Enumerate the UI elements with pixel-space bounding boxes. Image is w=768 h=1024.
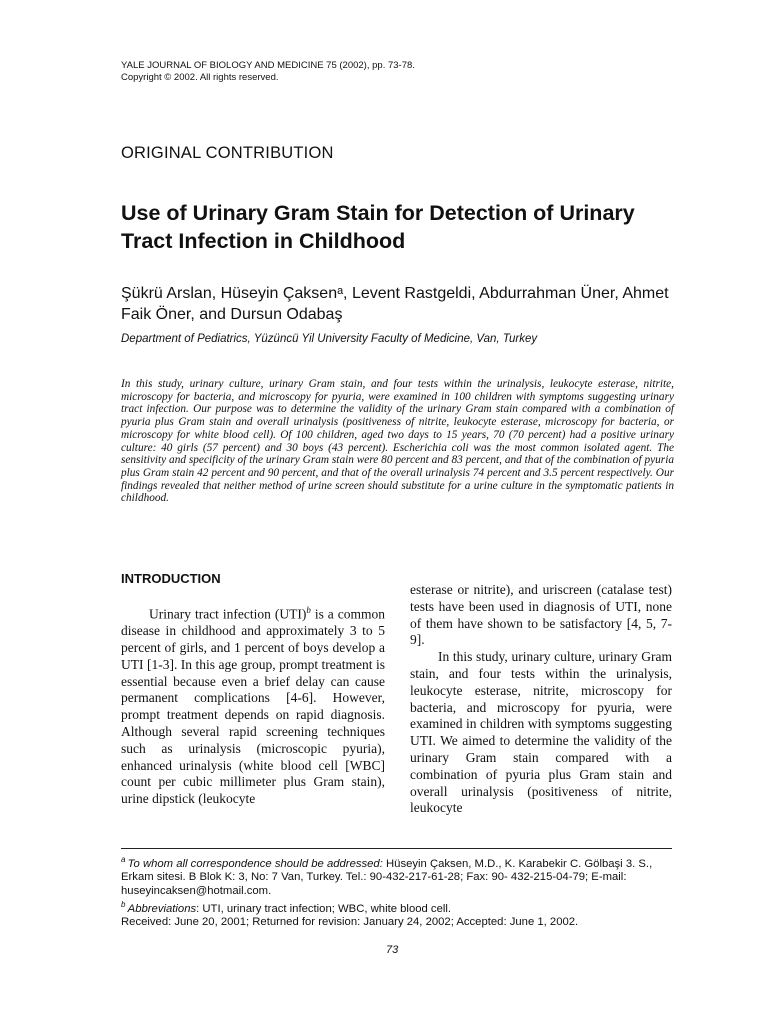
intro-paragraph-1-continued: esterase or nitrite), and uriscreen (catalase test) tests have been used in diagnosis of UTI, none of them have shown to be satisfactory [4, 5, 7-9].	[410, 582, 672, 648]
author-list: Şükrü Arslan, Hüseyin Çaksenᵃ, Levent Rastgeldi, Abdurrahman Üner, Ahmet Faik Öner, and Dursun Odabaş	[121, 285, 669, 323]
footnote-marker-b: b	[306, 605, 311, 615]
article-title: Use of Urinary Gram Stain for Detection of Urinary Tract Infection in Childhood	[121, 201, 635, 253]
footnote-divider	[121, 848, 672, 849]
intro-paragraph-1-rest: is a common disease in childhood and approximately 3 to 5 percent of girls, and 1 percent of boys develop a UTI [1-3]. In this age group, prompt treatment is essential because even a brief delay can cause permanent complications [4-6]. However, prompt treatment depends on rapid diagnosis. Although several rapid screening techniques such as urinalysis (microscopic pyuria), enhanced urinalysis (white blood cell [WBC] count per cubic millimeter plus Gram stain), urine dipstick (leukocyte	[121, 606, 385, 807]
footnote-a	[121, 853, 676, 898]
section-heading-introduction: INTRODUCTION	[121, 571, 221, 586]
received-dates: Received: June 20, 2001; Returned for revision: January 24, 2002; Accepted: June 1, 2002.	[121, 916, 579, 929]
footnote-a-label: To whom all correspondence should be addressed:	[127, 857, 383, 870]
footnote-b-text: : UTI, urinary tract infection; WBC, white blood cell.	[196, 902, 452, 915]
left-column	[121, 571, 385, 808]
intro-paragraph-2: In this study, urinary culture, urinary Gram stain, and four tests within the urinalysis, leukocyte esterase, nitrite, microscopy for bacteria, and microscopy for pyuria, were examined in children with symptoms suggesting UTI. We aimed to determine the validity of the urinary Gram stain compared with a combination of pyuria plus Gram stain and overall urinalysis (positiveness of nitrite, leukocyte	[410, 649, 672, 816]
journal-citation: YALE JOURNAL OF BIOLOGY AND MEDICINE 75 (2002), pp. 73-78.	[121, 60, 415, 71]
right-column	[410, 582, 672, 817]
intro-paragraph-1-start: Urinary tract infection (UTI)	[149, 606, 307, 622]
journal-header	[121, 60, 415, 84]
footnote-b	[121, 898, 676, 916]
section-label: ORIGINAL CONTRIBUTION	[121, 144, 334, 162]
footnotes	[121, 853, 676, 930]
abstract: In this study, urinary culture, urinary Gram stain, and four tests within the urinalysis, leukocyte esterase, nitrite, microscopy for bacteria, and microscopy for pyuria, were examined in 100 children with symptoms suggesting urinary tract infection. Our purpose was to determine the validity of the urinary Gram stain compared with a combination of pyuria plus Gram stain and overall urinalysis (positiveness of nitrite, leukocyte esterase, microscopy for bacteria, or microscopy for white blood cell). Of 100 children, aged two days to 15 years, 70 (70 percent) had a positive urinary culture: 40 girls (57 percent) and 30 boys (43 percent). Escherichia coli was the most common isolated agent. The sensitivity and specificity of the urinary Gram stain were 80 percent and 83 percent, and that of the combination of pyuria plus Gram stain 42 percent and 90 percent, and that of the overall urinalysis 74 percent and 3.5 percent respectively. Our findings revealed that neither method of urine screen should substitute for a urine culture in the symptomatic patients in childhood.	[121, 378, 674, 505]
footnote-a-text: Hüseyin Çaksen, M.D., K. Karabekir C. Gölbaşi 3. S., Erkam sitesi. B Blok K: 3, No: 7 Van, Turkey. Tel.: 90-432-217-61-28; Fax: 90- 432-215-04-79; E-mail: huseyincaksen@hotmail.com.	[121, 857, 653, 897]
intro-paragraph-1	[121, 602, 385, 808]
footnote-b-label: Abbreviations	[127, 902, 197, 915]
page-number: 73	[386, 944, 399, 956]
affiliation: Department of Pediatrics, Yüzüncü Yil University Faculty of Medicine, Van, Turkey	[121, 333, 538, 345]
copyright-notice: Copyright © 2002. All rights reserved.	[121, 72, 279, 83]
